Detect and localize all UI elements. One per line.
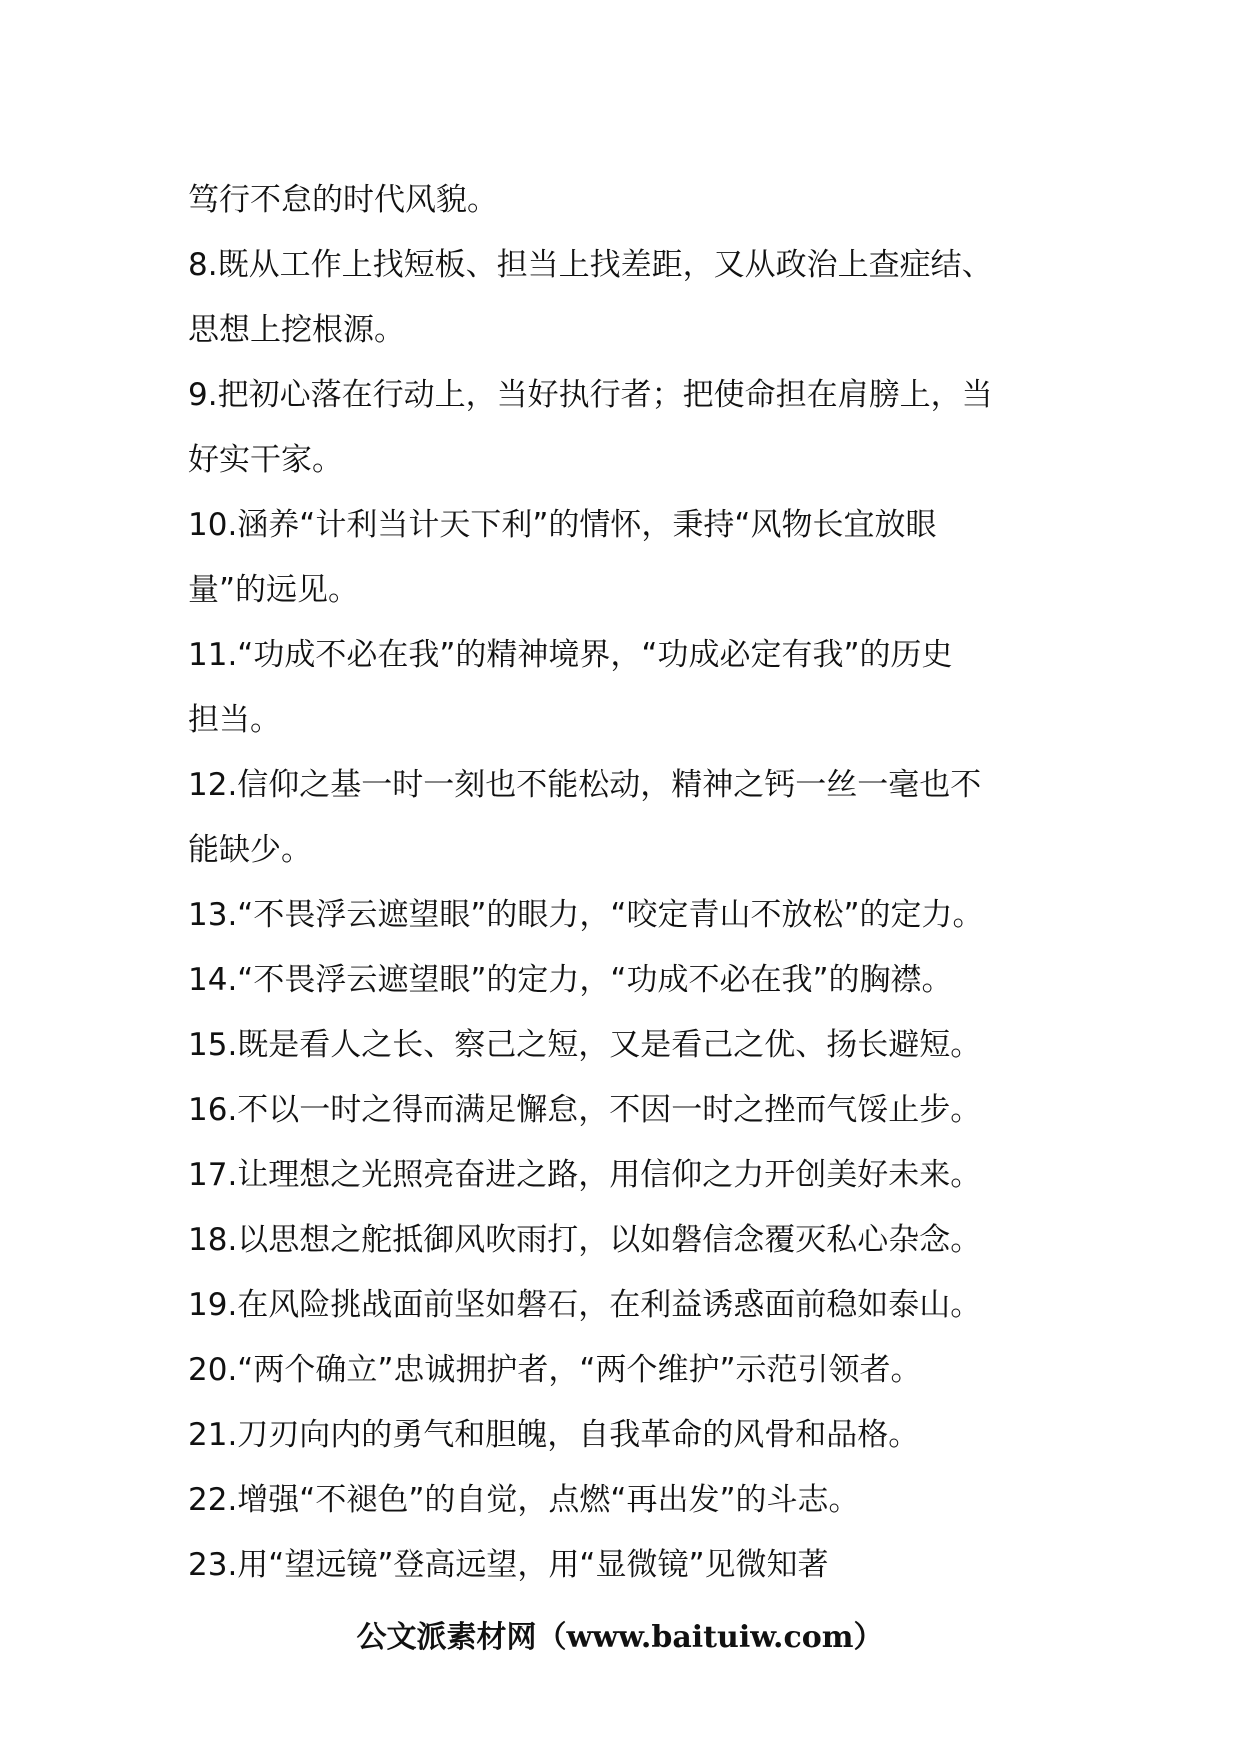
text-line: 17.让理想之光照亮奋进之路，用信仰之力开创美好未来。 bbox=[188, 1157, 982, 1193]
text-line: 量”的远见。 bbox=[188, 572, 360, 608]
text-line: 21.刀刃向内的勇气和胆魄，自我革命的风骨和品格。 bbox=[188, 1417, 920, 1453]
text-line: 23.用“望远镜”登高远望，用“显微镜”见微知著 bbox=[188, 1547, 829, 1583]
text-line: 22.增强“不褪色”的自觉，点燃“再出发”的斗志。 bbox=[188, 1482, 860, 1518]
text-line: 11.“功成不必在我”的精神境界，“功成必定有我”的历史 bbox=[188, 637, 953, 673]
text-line: 14.“不畏浮云遮望眼”的定力，“功成不必在我”的胸襟。 bbox=[188, 962, 953, 998]
text-line: 16.不以一时之得而满足懈怠，不因一时之挫而气馁止步。 bbox=[188, 1092, 982, 1128]
text-line: 10.涵养“计利当计天下利”的情怀，秉持“风物长宜放眼 bbox=[188, 507, 937, 543]
text-line: 19.在风险挑战面前坚如磐石，在利益诱惑面前稳如泰山。 bbox=[188, 1287, 982, 1323]
text-line: 好实干家。 bbox=[188, 442, 343, 478]
text-line: 笃行不怠的时代风貌。 bbox=[188, 182, 498, 218]
text-line: 担当。 bbox=[188, 702, 281, 738]
text-line: 18.以思想之舵抵御风吹雨打，以如磐信念覆灭私心杂念。 bbox=[188, 1222, 982, 1258]
text-line: 思想上挖根源。 bbox=[188, 312, 405, 348]
document-body bbox=[188, 168, 1088, 1598]
text-line: 8.既从工作上找短板、担当上找差距，又从政治上查症结、 bbox=[188, 247, 993, 283]
text-line: 9.把初心落在行动上，当好执行者；把使命担在肩膀上，当 bbox=[188, 377, 993, 413]
text-line: 13.“不畏浮云遮望眼”的眼力，“咬定青山不放松”的定力。 bbox=[188, 897, 984, 933]
text-line: 12.信仰之基一时一刻也不能松动，精神之钙一丝一毫也不 bbox=[188, 767, 982, 803]
text-line: 20.“两个确立”忠诚拥护者，“两个维护”示范引领者。 bbox=[188, 1352, 922, 1388]
text-line: 15.既是看人之长、察己之短，又是看己之优、扬长避短。 bbox=[188, 1027, 982, 1063]
text-line: 能缺少。 bbox=[188, 832, 312, 868]
footer-watermark: 公文派素材网（www.baituiw.com） bbox=[356, 1620, 884, 1655]
